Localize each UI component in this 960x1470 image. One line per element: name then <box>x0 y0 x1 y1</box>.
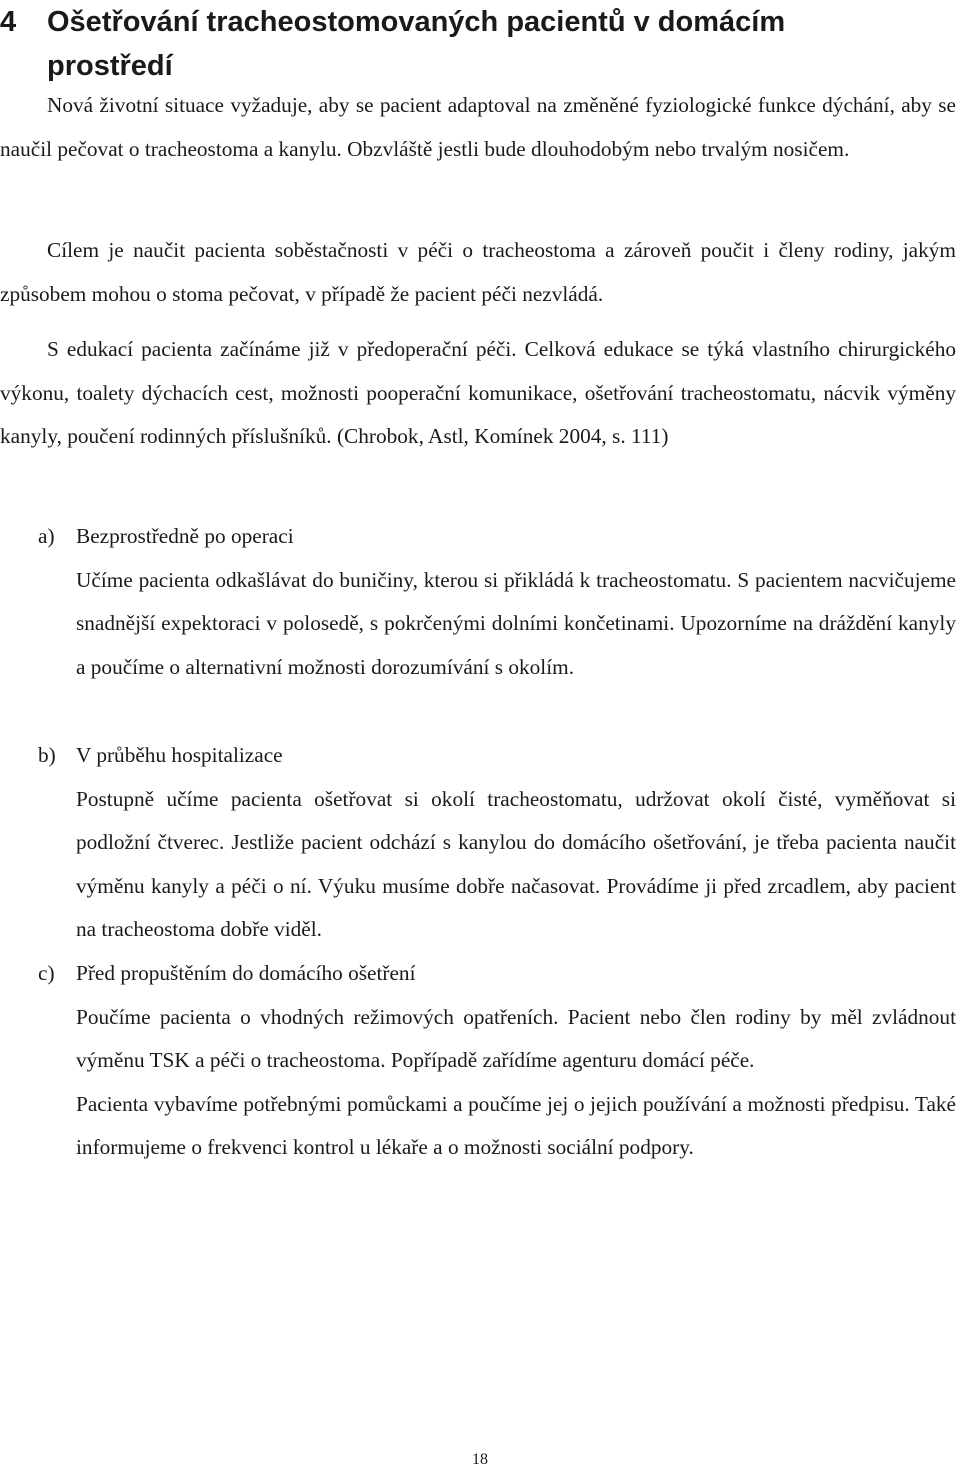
list-item-c <box>0 952 956 1170</box>
list-item-head <box>0 734 956 778</box>
chapter-title-line1: Ošetřování tracheostomovaných pacientů v domácím <box>47 6 786 38</box>
list-item-body: Pacienta vybavíme potřebnými pomůckami a poučíme jej o jejich používání a možnosti předpisu. Také informujeme o frekvenci kontrol u lékaře a o možnosti sociální podpory. <box>76 1091 956 1159</box>
list-item-title: Před propuštěním do domácího ošetření <box>76 961 416 985</box>
paragraph-goal: Cílem je naučit pacienta soběstačnosti v péči o tracheostoma a zároveň poučit i členy rodiny, jakým způsobem mohou o stoma pečovat, v případě že pacient péči nezvládá. <box>0 238 956 306</box>
chapter-heading <box>0 0 956 88</box>
chapter-title-line2: prostředí <box>47 50 173 82</box>
list-item-body: Poučíme pacienta o vhodných režimových opatřeních. Pacient nebo člen rodiny by měl zvládnout výměnu TSK a péči o tracheostoma. Popřípadě zařídíme agenturu domácí péče. <box>76 1004 956 1072</box>
list-item-b <box>0 734 956 952</box>
list-marker: c) <box>38 961 55 985</box>
list-item-title: V průběhu hospitalizace <box>76 743 283 767</box>
list-item-title: Bezprostředně po operaci <box>76 524 294 548</box>
paragraph-education: S edukací pacienta začínáme již v předoperační péči. Celková edukace se týká vlastního chirurgického výkonu, toalety dýchacích cest, možnosti pooperační komunikace, ošetřování tracheostomatu, nácvik výměny kanyly, poučení rodinných příslušníků. (Chrobok, Astl, Komínek 2004, s. 111) <box>0 337 956 448</box>
list-item-body: Postupně učíme pacienta ošetřovat si okolí tracheostomatu, udržovat okolí čisté, vyměňovat si podložní čtverec. Jestliže pacient odchází s kanylou do domácího ošetřování, je třeba pacienta naučit výměnu kanyly a péči o ní. Výuku musíme dobře načasovat. Provádíme ji před zrcadlem, aby pacient na tracheostoma dobře viděl. <box>76 786 956 941</box>
page-number: 18 <box>472 1451 488 1468</box>
chapter-number: 4 <box>0 6 17 38</box>
list-item-a <box>0 515 956 689</box>
list-item-head <box>0 515 956 559</box>
list-marker: a) <box>38 524 55 548</box>
paragraph-intro: Nová životní situace vyžaduje, aby se pacient adaptoval na změněné fyziologické funkce dýchání, aby se naučil pečovat o tracheostoma a kanylu. Obzvláště jestli bude dlouhodobým nebo trvalým nosičem. <box>0 93 956 161</box>
list-marker: b) <box>38 743 56 767</box>
list-item-body: Učíme pacienta odkašlávat do buničiny, kterou si přikládá k tracheostomatu. S pacientem nacvičujeme snadnější expektoraci v polosedě, s pokrčenými dolními končetinami. Upozorníme na dráždění kanyly a poučíme o alternativní možnosti dorozumívání s okolím. <box>76 567 956 679</box>
list-item-head <box>0 952 956 996</box>
